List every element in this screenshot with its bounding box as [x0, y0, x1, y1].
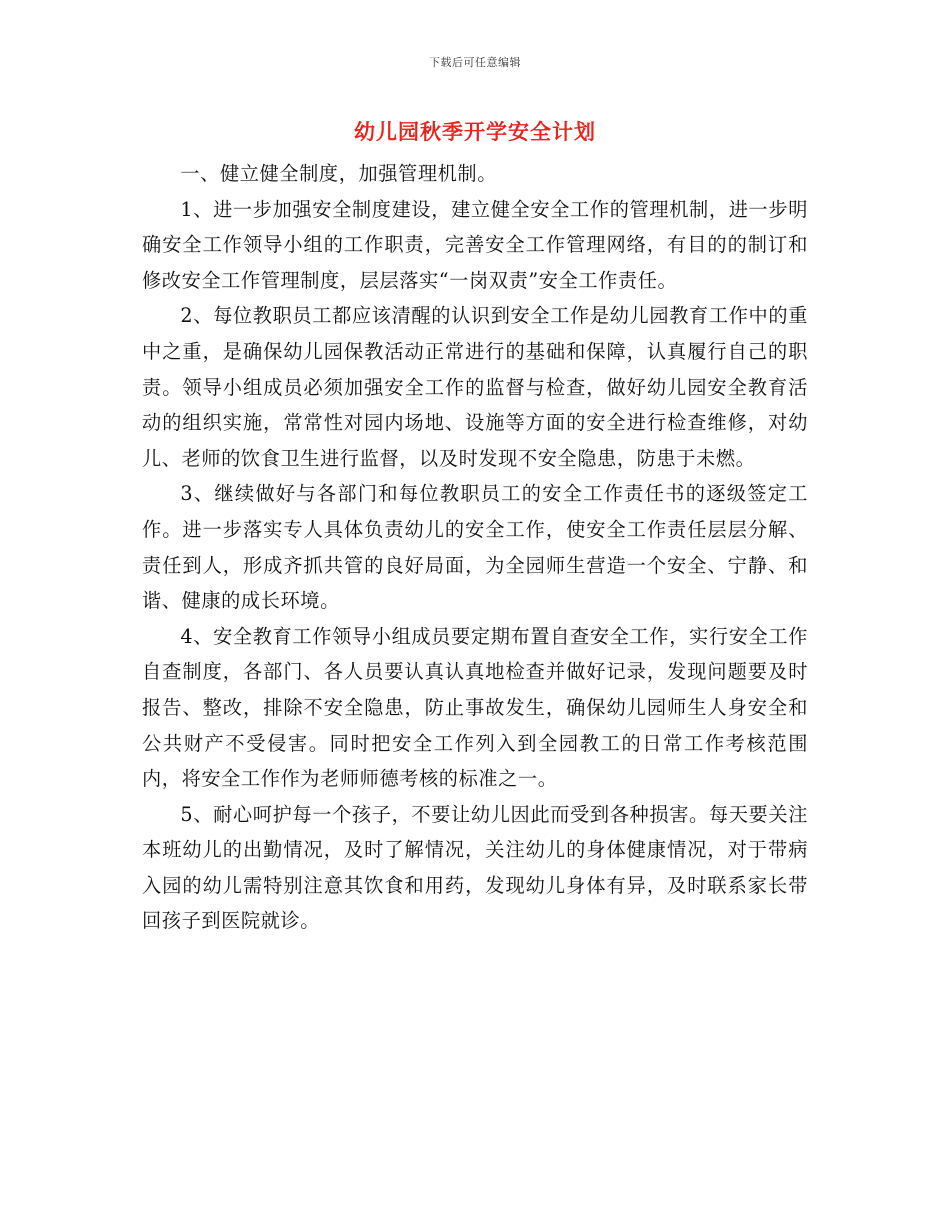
- document-body: [142, 156, 808, 939]
- paragraph-item-2: 2、每位教职员工都应该清醒的认识到安全工作是幼儿园教育工作中的重中之重，是确保幼儿园保教活动正常进行的基础和保障，认真履行自己的职责。领导小组成员必须加强安全工作的监督与检查，做好幼儿园安全教育活动的组织实施，常常性对园内场地、设施等方面的安全进行检查维修，对幼儿、老师的饮食卫生进行监督，以及时发现不安全隐患，防患于未燃。: [142, 304, 808, 470]
- document-title: 幼儿园秋季开学安全计划: [354, 119, 596, 144]
- section-heading: 一、健立健全制度，加强管理机制。: [180, 162, 497, 185]
- paragraph-item-3: 3、继续做好与各部门和每位教职员工的安全工作责任书的逐级签定工作。进一步落实专人具体负责幼儿的安全工作，使安全工作责任层层分解、责任到人，形成齐抓共管的良好局面，为全园师生营造一个安全、宁静、和谐、健康的成长环境。: [142, 482, 808, 613]
- header-note: 下载后可任意编辑: [429, 56, 521, 69]
- paragraph-item-4: 4、安全教育工作领导小组成员要定期布置自查安全工作，实行安全工作自查制度，各部门、各人员要认真认真地检查并做好记录，发现问题要及时报告、整改，排除不安全隐患，防止事故发生，确保幼儿园师生人身安全和公共财产不受侵害。同时把安全工作列入到全园教工的日常工作考核范围内，将安全工作作为老师师德考核的标准之一。: [142, 624, 808, 791]
- paragraph-item-5: 5、耐心呵护每一个孩子，不要让幼儿因此而受到各种损害。每天要关注本班幼儿的出勤情况，及时了解情况，关注幼儿的身体健康情况，对于带病入园的幼儿需特别注意其饮食和用药，发现幼儿身体有异，及时联系家长带回孩子到医院就诊。: [142, 802, 808, 933]
- paragraph-item-1: 1、进一步加强安全制度建设，建立健全安全工作的管理机制，进一步明确安全工作领导小组的工作职责，完善安全工作管理网络，有目的的制订和修改安全工作管理制度，层层落实“一岗双责”安全工作责任。: [142, 197, 808, 292]
